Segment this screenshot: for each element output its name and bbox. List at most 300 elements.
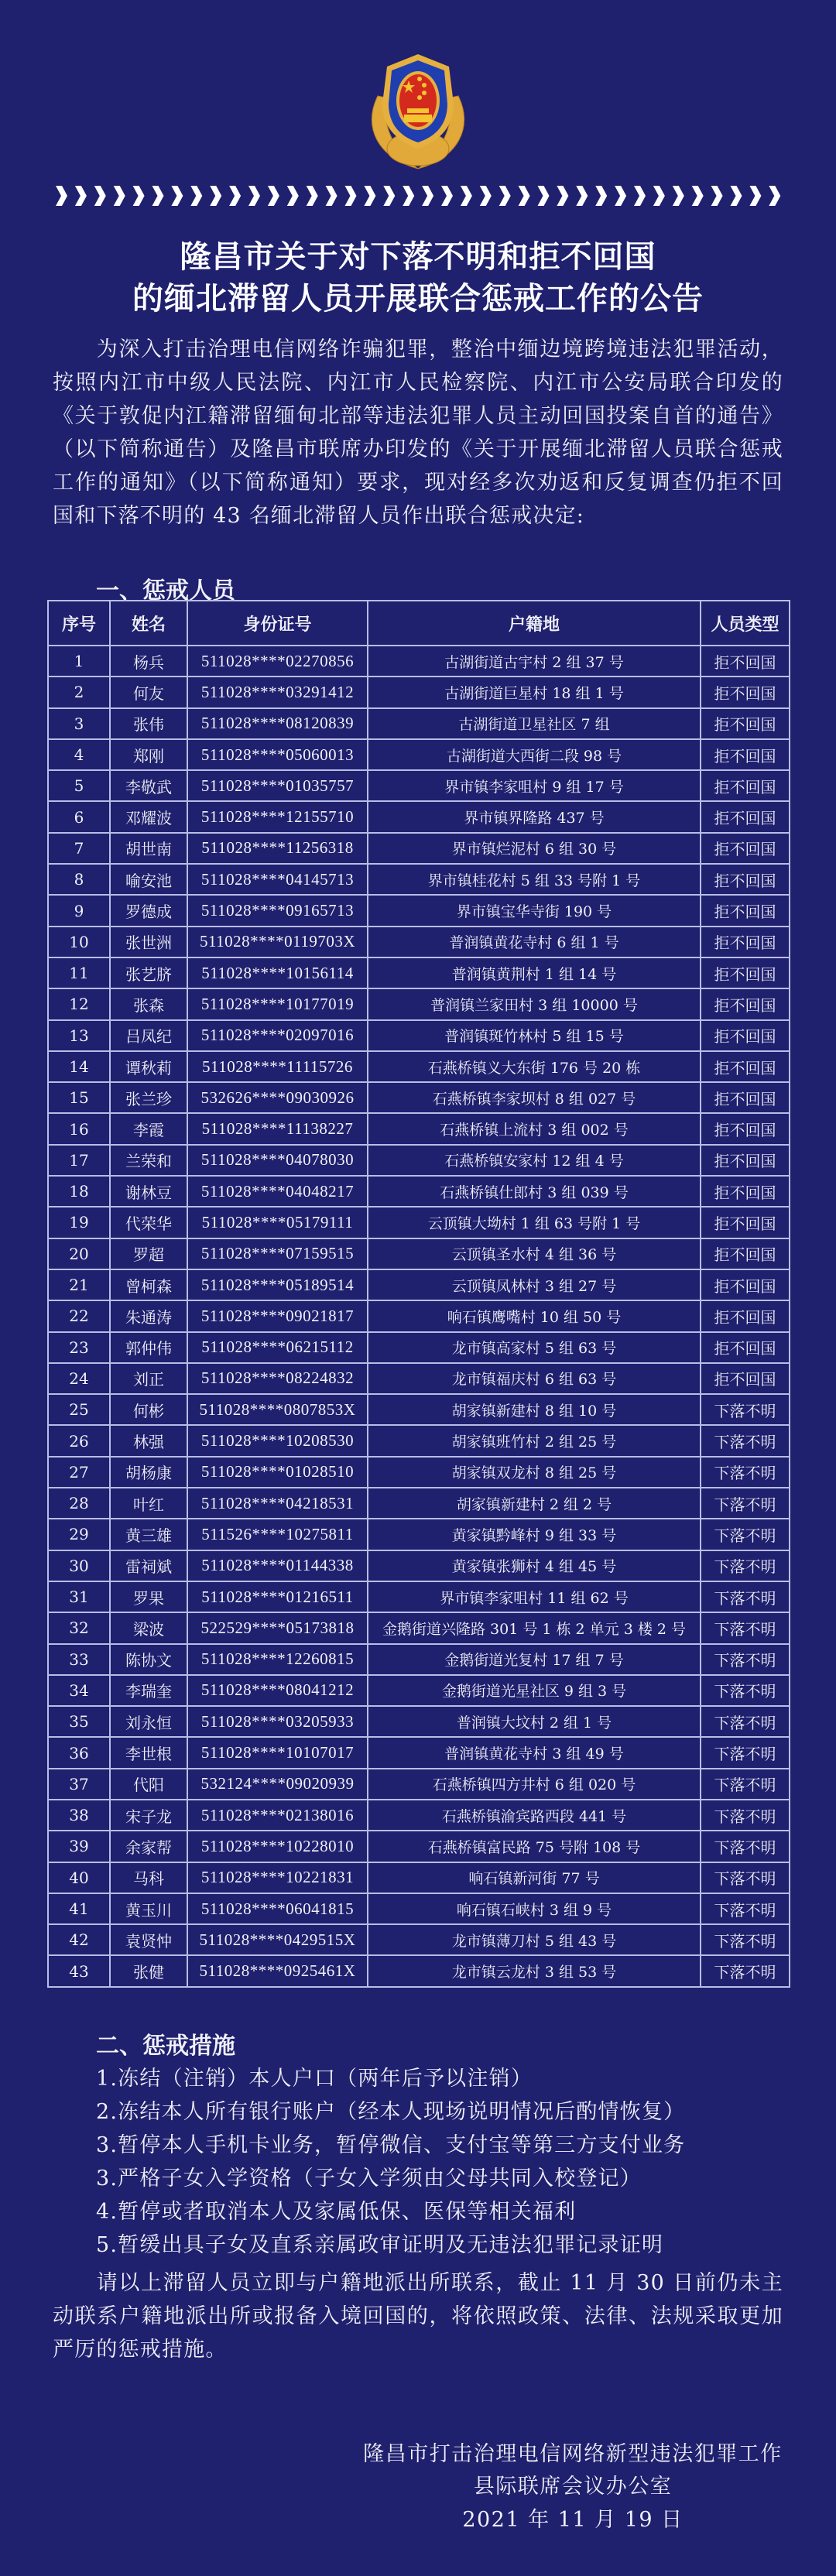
table-row (48, 1893, 790, 1924)
chevron-right-icon (576, 186, 588, 206)
row-name: 郭仲伟 (110, 1332, 187, 1363)
row-name: 喻安池 (110, 864, 187, 895)
row-id-number: 511526****10275811 (187, 1519, 368, 1550)
chevron-right-icon (711, 186, 723, 206)
row-name: 胡世南 (110, 833, 187, 864)
row-no: 29 (48, 1519, 110, 1550)
signature-org-line2: 县际联席会议办公室 (473, 2475, 673, 2499)
row-no: 10 (48, 927, 110, 957)
row-person-type: 下落不明 (701, 1394, 790, 1425)
row-name: 张世洲 (110, 927, 187, 957)
table-row (48, 1644, 790, 1675)
table-row (48, 988, 790, 1019)
chevron-right-icon (769, 186, 780, 206)
chevron-right-icon (403, 186, 414, 206)
row-no: 40 (48, 1862, 110, 1893)
row-name: 杨兵 (110, 646, 187, 677)
chevron-right-icon (461, 186, 472, 206)
row-id-number: 511028****08041212 (187, 1675, 368, 1706)
title-line-2: 的缅北滞留人员开展联合惩戒工作的公告 (132, 281, 704, 317)
chevron-right-icon (326, 186, 337, 206)
table-row (48, 646, 790, 677)
row-no: 15 (48, 1082, 110, 1113)
row-no: 4 (48, 739, 110, 770)
row-no: 13 (48, 1020, 110, 1051)
row-person-type: 拒不回国 (701, 1238, 790, 1269)
row-person-type: 拒不回国 (701, 895, 790, 926)
row-person-type: 下落不明 (701, 1831, 790, 1862)
row-id-number: 511028****06041815 (187, 1893, 368, 1924)
row-id-number: 511028****10221831 (187, 1862, 368, 1893)
table-row (48, 677, 790, 707)
chevron-right-icon (383, 186, 395, 206)
table-row (48, 1831, 790, 1862)
header-name: 姓名 (110, 601, 187, 646)
row-person-type: 拒不回国 (701, 1269, 790, 1300)
row-id-number: 511028****03205933 (187, 1706, 368, 1737)
row-address: 金鹅街道光复村 17 组 7 号 (368, 1644, 701, 1675)
row-address: 界市镇李家咀村 11 组 62 号 (368, 1581, 701, 1612)
row-name: 林强 (110, 1425, 187, 1456)
row-address: 响石镇鹰嘴村 10 组 50 号 (368, 1300, 701, 1331)
chevron-right-icon (499, 186, 511, 206)
row-address: 界市镇烂泥村 6 组 30 号 (368, 833, 701, 864)
row-no: 36 (48, 1737, 110, 1768)
row-no: 43 (48, 1955, 110, 1986)
row-address: 胡家镇双龙村 8 组 25 号 (368, 1457, 701, 1488)
row-no: 30 (48, 1550, 110, 1581)
row-no: 22 (48, 1300, 110, 1331)
row-name: 何友 (110, 677, 187, 707)
chevron-right-icon (248, 186, 260, 206)
row-person-type: 下落不明 (701, 1644, 790, 1675)
table-row (48, 770, 790, 801)
row-id-number: 511028****02270856 (187, 646, 368, 677)
row-name: 曾柯森 (110, 1269, 187, 1300)
chevron-right-icon (634, 186, 646, 206)
row-no: 19 (48, 1207, 110, 1238)
row-id-number: 511028****10156114 (187, 957, 368, 988)
row-address: 界市镇宝华寺街 190 号 (368, 895, 701, 926)
table-row (48, 1550, 790, 1581)
row-id-number: 511028****08120839 (187, 708, 368, 739)
row-id-number: 511028****05189514 (187, 1269, 368, 1300)
row-no: 20 (48, 1238, 110, 1269)
row-id-number: 511028****02097016 (187, 1020, 368, 1051)
row-id-number: 522529****05173818 (187, 1612, 368, 1643)
row-id-number: 511028****05060013 (187, 739, 368, 770)
table-row (48, 1332, 790, 1363)
row-name: 张伟 (110, 708, 187, 739)
chevron-right-icon (152, 186, 164, 206)
table-row (48, 1394, 790, 1425)
signature-org-line1: 隆昌市打击治理电信网络新型违法犯罪工作 (363, 2442, 783, 2466)
chevron-right-icon (653, 186, 665, 206)
row-no: 1 (48, 646, 110, 677)
row-id-number: 511028****07159515 (187, 1238, 368, 1269)
chevron-right-icon (210, 186, 221, 206)
row-name: 袁贤忡 (110, 1924, 187, 1955)
row-address: 石燕桥镇上流村 3 组 002 号 (368, 1113, 701, 1144)
table-row (48, 1300, 790, 1331)
row-name: 刘永恒 (110, 1706, 187, 1737)
row-address: 响石镇石峡村 3 组 9 号 (368, 1893, 701, 1924)
row-no: 33 (48, 1644, 110, 1675)
row-name: 李世根 (110, 1737, 187, 1768)
row-no: 12 (48, 988, 110, 1019)
table-row (48, 1519, 790, 1550)
row-id-number: 511028****08224832 (187, 1363, 368, 1394)
table-row (48, 1425, 790, 1456)
table-row (48, 957, 790, 988)
chevron-right-icon (345, 186, 357, 206)
row-no: 2 (48, 677, 110, 707)
row-address: 龙市镇薄刀村 5 组 43 号 (368, 1924, 701, 1955)
row-person-type: 下落不明 (701, 1425, 790, 1456)
row-person-type: 下落不明 (701, 1519, 790, 1550)
row-person-type: 拒不回国 (701, 1300, 790, 1331)
chevron-right-icon (692, 186, 704, 206)
row-address: 古湖街道巨星村 18 组 1 号 (368, 677, 701, 707)
table-row (48, 1145, 790, 1176)
row-address: 石燕桥镇李家坝村 8 组 027 号 (368, 1082, 701, 1113)
row-id-number: 511028****0119703X (187, 927, 368, 957)
row-name: 胡杨康 (110, 1457, 187, 1488)
row-person-type: 下落不明 (701, 1955, 790, 1986)
row-no: 35 (48, 1706, 110, 1737)
chevron-right-icon (229, 186, 241, 206)
table-row (48, 1457, 790, 1488)
row-person-type: 下落不明 (701, 1675, 790, 1706)
row-no: 31 (48, 1581, 110, 1612)
table-row (48, 1082, 790, 1113)
row-name: 何彬 (110, 1394, 187, 1425)
row-address: 石燕桥镇仕郎村 3 组 039 号 (368, 1176, 701, 1207)
table-row (48, 1706, 790, 1737)
row-address: 云顶镇圣水村 4 组 36 号 (368, 1238, 701, 1269)
row-name: 罗超 (110, 1238, 187, 1269)
chevron-right-icon (171, 186, 183, 206)
table-row (48, 1862, 790, 1893)
row-no: 27 (48, 1457, 110, 1488)
table-row (48, 1113, 790, 1144)
table-row (48, 1238, 790, 1269)
row-person-type: 拒不回国 (701, 801, 790, 832)
title-line-1: 隆昌市关于对下落不明和拒不回国 (180, 239, 656, 275)
header-id: 身份证号 (187, 601, 368, 646)
row-name: 郑刚 (110, 739, 187, 770)
row-name: 刘正 (110, 1363, 187, 1394)
header-address: 户籍地 (368, 601, 701, 646)
row-id-number: 511028****04218531 (187, 1488, 368, 1519)
row-id-number: 511028****09165713 (187, 895, 368, 926)
row-id-number: 511028****11256318 (187, 833, 368, 864)
chevron-right-icon (190, 186, 202, 206)
row-id-number: 511028****10208530 (187, 1425, 368, 1456)
row-id-number: 511028****0429515X (187, 1924, 368, 1955)
table-row (48, 1051, 790, 1082)
row-name: 宋子龙 (110, 1800, 187, 1831)
row-name: 代荣华 (110, 1207, 187, 1238)
row-person-type: 下落不明 (701, 1488, 790, 1519)
row-no: 21 (48, 1269, 110, 1300)
row-person-type: 拒不回国 (701, 1332, 790, 1363)
row-person-type: 拒不回国 (701, 1363, 790, 1394)
row-name: 李瑞奎 (110, 1675, 187, 1706)
row-id-number: 511028****10228010 (187, 1831, 368, 1862)
row-id-number: 511028****11138227 (187, 1113, 368, 1144)
header-type: 人员类型 (701, 601, 790, 646)
row-name: 邓耀波 (110, 801, 187, 832)
measure-item: 3.严格子女入学资格（子女入学须由父母共同入校登记） (96, 2167, 642, 2191)
row-address: 黄家镇张狮村 4 组 45 号 (368, 1550, 701, 1581)
table-row (48, 833, 790, 864)
chevron-right-icon (538, 186, 550, 206)
table-row (48, 1612, 790, 1643)
chevron-right-icon (673, 186, 684, 206)
row-id-number: 511028****11115726 (187, 1051, 368, 1082)
table-row (48, 1020, 790, 1051)
row-person-type: 下落不明 (701, 1457, 790, 1488)
persons-table (47, 600, 790, 1988)
row-id-number: 511028****01144338 (187, 1550, 368, 1581)
row-name: 余家帮 (110, 1831, 187, 1862)
row-person-type: 拒不回国 (701, 1176, 790, 1207)
row-address: 普润镇黄花寺村 3 组 49 号 (368, 1737, 701, 1768)
row-address: 石燕桥镇渝宾路西段 441 号 (368, 1800, 701, 1831)
row-person-type: 拒不回国 (701, 957, 790, 988)
row-id-number: 511028****05179111 (187, 1207, 368, 1238)
row-no: 28 (48, 1488, 110, 1519)
table-row (48, 1675, 790, 1706)
row-name: 吕凤纪 (110, 1020, 187, 1051)
row-id-number: 511028****0925461X (187, 1955, 368, 1986)
row-name: 叶红 (110, 1488, 187, 1519)
row-person-type: 拒不回国 (701, 677, 790, 707)
row-id-number: 511028****10107017 (187, 1737, 368, 1768)
table-row (48, 1363, 790, 1394)
table-row (48, 1269, 790, 1300)
chevron-right-icon (749, 186, 761, 206)
row-id-number: 532124****09020939 (187, 1769, 368, 1800)
row-no: 23 (48, 1332, 110, 1363)
row-address: 石燕桥镇义大东街 176 号 20 栋 (368, 1051, 701, 1082)
row-address: 响石镇新河街 77 号 (368, 1862, 701, 1893)
row-name: 李霞 (110, 1113, 187, 1144)
row-name: 谢林豆 (110, 1176, 187, 1207)
chevron-divider (54, 183, 783, 209)
row-no: 3 (48, 708, 110, 739)
row-id-number: 511028****12155710 (187, 801, 368, 832)
table-row (48, 1955, 790, 1986)
row-id-number: 511028****06215112 (187, 1332, 368, 1363)
row-no: 9 (48, 895, 110, 926)
row-id-number: 511028****10177019 (187, 988, 368, 1019)
row-person-type: 下落不明 (701, 1581, 790, 1612)
row-no: 37 (48, 1769, 110, 1800)
row-address: 胡家镇新建村 8 组 10 号 (368, 1394, 701, 1425)
row-name: 张健 (110, 1955, 187, 1986)
chevron-right-icon (133, 186, 145, 206)
chevron-right-icon (268, 186, 279, 206)
row-no: 7 (48, 833, 110, 864)
row-person-type: 拒不回国 (701, 864, 790, 895)
row-person-type: 拒不回国 (701, 646, 790, 677)
row-no: 25 (48, 1394, 110, 1425)
row-address: 胡家镇班竹村 2 组 25 号 (368, 1425, 701, 1456)
row-address: 普润镇黄荆村 1 组 14 号 (368, 957, 701, 988)
row-name: 梁波 (110, 1612, 187, 1643)
table-row (48, 1737, 790, 1768)
table-row (48, 1176, 790, 1207)
row-no: 26 (48, 1425, 110, 1456)
table-row (48, 927, 790, 957)
chevron-right-icon (364, 186, 375, 206)
row-no: 32 (48, 1612, 110, 1643)
row-person-type: 拒不回国 (701, 1145, 790, 1176)
row-address: 界市镇界隆路 437 号 (368, 801, 701, 832)
row-id-number: 532626****09030926 (187, 1082, 368, 1113)
row-address: 石燕桥镇四方井村 6 组 020 号 (368, 1769, 701, 1800)
chevron-right-icon (56, 186, 67, 206)
table-row (48, 1207, 790, 1238)
row-id-number: 511028****12260815 (187, 1644, 368, 1675)
header-no: 序号 (48, 601, 110, 646)
row-address: 古湖街道大西街二段 98 号 (368, 739, 701, 770)
row-address: 胡家镇新建村 2 组 2 号 (368, 1488, 701, 1519)
row-address: 古湖街道古宇村 2 组 37 号 (368, 646, 701, 677)
row-no: 41 (48, 1893, 110, 1924)
row-id-number: 511028****04145713 (187, 864, 368, 895)
row-name: 兰荣和 (110, 1145, 187, 1176)
table-row (48, 1581, 790, 1612)
row-id-number: 511028****01216511 (187, 1581, 368, 1612)
row-name: 张森 (110, 988, 187, 1019)
row-no: 24 (48, 1363, 110, 1394)
intro-paragraph: 为深入打击治理电信网络诈骗犯罪，整治中缅边境跨境违法犯罪活动，按照内江市中级人民法院、内江市人民检察院、内江市公安局联合印发的《关于敦促内江籍滞留缅甸北部等违法犯罪人员主动回国投案自首的通告》（以下简称通告）及隆昌市联席办印发的《关于开展缅北滞留人员联合惩戒工作的通知》（以下简称通知）要求，现对经多次劝返和反复调查仍拒不回国和下落不明的 43 名缅北滞留人员作出联合惩戒决定: (53, 337, 783, 528)
row-person-type: 拒不回国 (701, 927, 790, 957)
row-person-type: 拒不回国 (701, 1051, 790, 1082)
chevron-right-icon (307, 186, 318, 206)
row-name: 黄玉川 (110, 1893, 187, 1924)
measure-item: 2.冻结本人所有银行账户（经本人现场说明情况后酌情恢复） (96, 2100, 686, 2124)
table-row (48, 1800, 790, 1831)
row-name: 黄三雄 (110, 1519, 187, 1550)
chevron-right-icon (615, 186, 626, 206)
row-address: 石燕桥镇富民路 75 号附 108 号 (368, 1831, 701, 1862)
row-name: 陈协文 (110, 1644, 187, 1675)
row-name: 谭秋莉 (110, 1051, 187, 1082)
row-no: 18 (48, 1176, 110, 1207)
row-name: 代阳 (110, 1769, 187, 1800)
table-row (48, 739, 790, 770)
row-person-type: 拒不回国 (701, 739, 790, 770)
row-no: 42 (48, 1924, 110, 1955)
row-id-number: 511028****02138016 (187, 1800, 368, 1831)
signature-date: 2021 年 11 月 19 日 (462, 2508, 684, 2532)
row-person-type: 拒不回国 (701, 833, 790, 864)
row-address: 龙市镇高家村 5 组 63 号 (368, 1332, 701, 1363)
row-address: 黄家镇黔峰村 9 组 33 号 (368, 1519, 701, 1550)
row-address: 龙市镇福庆村 6 组 63 号 (368, 1363, 701, 1394)
chevron-right-icon (731, 186, 742, 206)
row-address: 云顶镇凤林村 3 组 27 号 (368, 1269, 701, 1300)
section-heading-measures: 二、惩戒措施 (96, 2033, 235, 2060)
row-person-type: 拒不回国 (701, 708, 790, 739)
row-address: 界市镇桂花村 5 组 33 号附 1 号 (368, 864, 701, 895)
row-no: 17 (48, 1145, 110, 1176)
row-no: 39 (48, 1831, 110, 1862)
row-person-type: 下落不明 (701, 1550, 790, 1581)
row-address: 金鹅街道光星社区 9 组 3 号 (368, 1675, 701, 1706)
row-address: 云顶镇大坳村 1 组 63 号附 1 号 (368, 1207, 701, 1238)
measure-item: 5.暂缓出具子女及直系亲属政审证明及无违法犯罪记录证明 (96, 2233, 664, 2257)
row-id-number: 511028****09021817 (187, 1300, 368, 1331)
row-person-type: 下落不明 (701, 1706, 790, 1737)
row-address: 古湖街道卫星社区 7 组 (368, 708, 701, 739)
chevron-right-icon (114, 186, 125, 206)
chevron-right-icon (519, 186, 530, 206)
chevron-right-icon (422, 186, 433, 206)
table-header-row (48, 601, 790, 646)
row-id-number: 511028****0807853X (187, 1394, 368, 1425)
row-address: 龙市镇云龙村 3 组 53 号 (368, 1955, 701, 1986)
police-emblem-icon (362, 50, 474, 170)
row-name: 朱通涛 (110, 1300, 187, 1331)
chevron-right-icon (480, 186, 492, 206)
row-name: 罗德成 (110, 895, 187, 926)
row-person-type: 下落不明 (701, 1612, 790, 1643)
row-person-type: 拒不回国 (701, 988, 790, 1019)
chevron-right-icon (287, 186, 299, 206)
row-address: 普润镇黄花寺村 6 组 1 号 (368, 927, 701, 957)
table-row (48, 895, 790, 926)
row-no: 38 (48, 1800, 110, 1831)
row-person-type: 拒不回国 (701, 1207, 790, 1238)
row-no: 8 (48, 864, 110, 895)
chevron-right-icon (557, 186, 568, 206)
row-id-number: 511028****04078030 (187, 1145, 368, 1176)
chevron-right-icon (595, 186, 607, 206)
row-address: 金鹅街道兴隆路 301 号 1 栋 2 单元 3 楼 2 号 (368, 1612, 701, 1643)
row-name: 马科 (110, 1862, 187, 1893)
row-person-type: 拒不回国 (701, 1113, 790, 1144)
table-row (48, 801, 790, 832)
chevron-right-icon (94, 186, 106, 206)
table-row (48, 1924, 790, 1955)
row-address: 普润镇兰家田村 3 组 10000 号 (368, 988, 701, 1019)
row-person-type: 下落不明 (701, 1800, 790, 1831)
row-address: 普润镇斑竹林村 5 组 15 号 (368, 1020, 701, 1051)
chevron-right-icon (441, 186, 453, 206)
row-address: 普润镇大坟村 2 组 1 号 (368, 1706, 701, 1737)
row-person-type: 下落不明 (701, 1893, 790, 1924)
measure-item: 4.暂停或者取消本人及家属低保、医保等相关福利 (96, 2200, 577, 2224)
row-no: 14 (48, 1051, 110, 1082)
row-no: 11 (48, 957, 110, 988)
row-person-type: 拒不回国 (701, 770, 790, 801)
closing-paragraph: 请以上滞留人员立即与户籍地派出所联系，截止 11 月 30 日前仍未主动联系户籍地派出所或报备入境回国的，将依照政策、法律、法规采取更加严厉的惩戒措施。 (53, 2271, 783, 2362)
table-row (48, 1488, 790, 1519)
row-person-type: 下落不明 (701, 1769, 790, 1800)
row-no: 34 (48, 1675, 110, 1706)
row-address: 界市镇李家咀村 9 组 17 号 (368, 770, 701, 801)
row-person-type: 下落不明 (701, 1924, 790, 1955)
row-id-number: 511028****04048217 (187, 1176, 368, 1207)
row-no: 5 (48, 770, 110, 801)
row-person-type: 拒不回国 (701, 1082, 790, 1113)
row-name: 李敬武 (110, 770, 187, 801)
